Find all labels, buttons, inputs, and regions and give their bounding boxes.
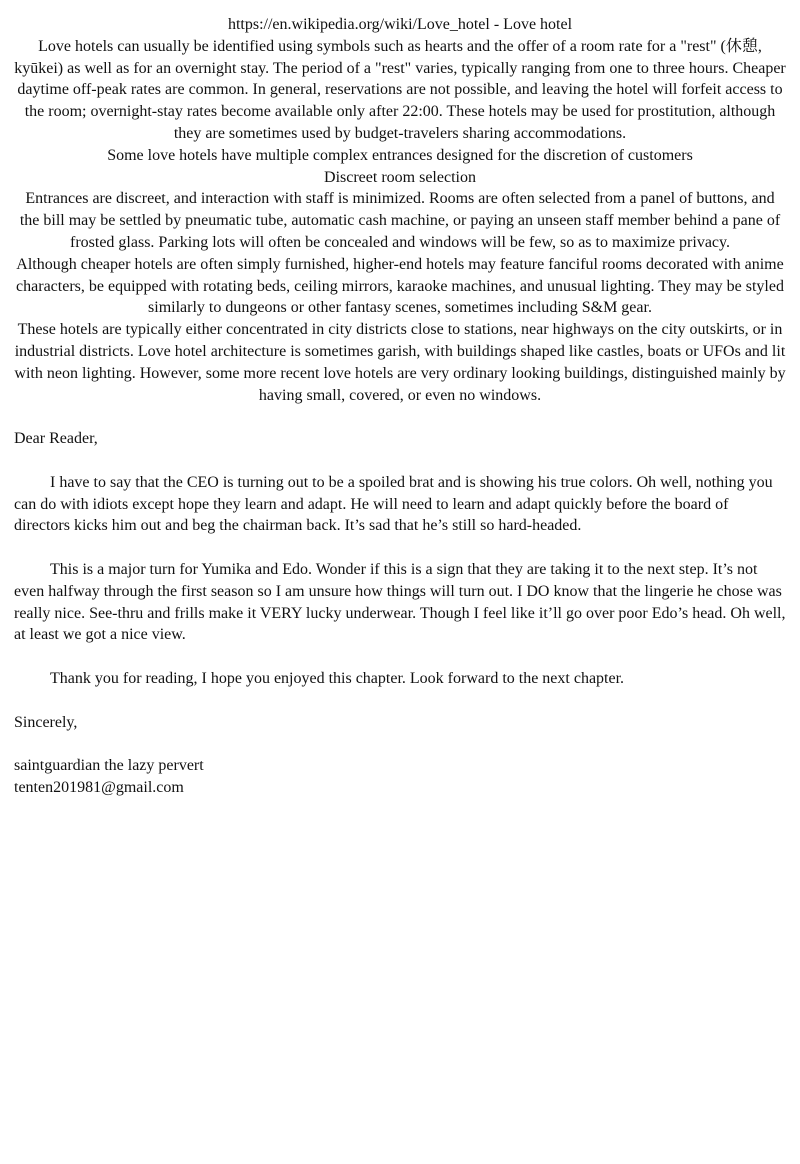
- wiki-paragraph-furnishing: Although cheaper hotels are often simply furnished, higher-end hotels may feature fanciful rooms decorated with anime characters, be equipped with rotating beds, ceiling mirrors, karaoke machines, and unusual lighting. They may be styled similarly to dungeons or other fantasy scenes, sometimes including S&M gear.: [16, 255, 784, 317]
- wiki-paragraph-discretion: Entrances are discreet, and interaction with staff is minimized. Rooms are often selected from a panel of buttons, and the bill may be settled by pneumatic tube, automatic cash machine, or paying an unseen staff member behind a pane of frosted glass. Parking lots will often be concealed and windows will be few, so as to maximize privacy.: [19, 190, 781, 251]
- letter-paragraph: This is a major turn for Yumika and Edo. Wonder if this is a sign that they are taking it to the next step. It’s not even halfway through the first season so I am unsure how things will turn out. I DO know that the lingerie he chose was really nice. See-thru and frills make it VERY lucky underwear. Though I feel like it’ll go over poor Edo’s head. Oh well, at least we got a nice view.: [14, 560, 786, 644]
- letter-closing: Sincerely,: [14, 713, 78, 731]
- wiki-caption-entrances: Some love hotels have multiple complex entrances designed for the discretion of customers: [107, 146, 693, 164]
- letter-greeting: Dear Reader,: [14, 430, 98, 448]
- spacer: [14, 450, 786, 472]
- wiki-paragraph-location: These hotels are typically either concentrated in city districts close to stations, near highways on the city outskirts, or in industrial districts. Love hotel architecture is sometimes garish, with buildings shaped like castles, boats or UFOs and lit with neon lighting. However, some more recent love hotels are very ordinary looking buildings, distinguished mainly by having small, covered, or even no windows.: [14, 321, 786, 404]
- document-page: [14, 14, 786, 799]
- letter: [14, 428, 786, 799]
- wiki-paragraph-rates: Love hotels can usually be identified using symbols such as hearts and the offer of a room rate for a "rest" (休憩, kyūkei) as well as for an overnight stay. The period of a "rest" varies, typically ranging from one to three hours. Cheaper daytime off-peak rates are common. In general, reservations are not possible, and leaving the hotel will forfeit access to the room; overnight-stay rates become available only after 22:00. These hotels may be used for prostitution, although they are sometimes used by budget-travelers sharing accommodations.: [14, 37, 786, 142]
- spacer: [14, 406, 786, 428]
- spacer: [14, 646, 786, 668]
- spacer: [14, 733, 786, 755]
- letter-paragraph: I have to say that the CEO is turning out to be a spoiled brat and is showing his true colors. Oh well, nothing you can do with idiots except hope they learn and adapt. He will need to learn and adapt quickly before the board of directors kicks him out and beg the chairman back. It’s sad that he’s still so hard-headed.: [14, 473, 773, 535]
- spacer: [14, 690, 786, 712]
- signature-name: saintguardian the lazy pervert: [14, 757, 204, 775]
- signature-email: tenten201981@gmail.com: [14, 778, 184, 796]
- wiki-excerpt: [14, 14, 786, 406]
- letter-paragraph: Thank you for reading, I hope you enjoyed this chapter. Look forward to the next chapter.: [50, 669, 625, 687]
- source-title-line: https://en.wikipedia.org/wiki/Love_hotel - Love hotel: [227, 16, 573, 33]
- wiki-subheading-room-selection: Discreet room selection: [324, 168, 476, 186]
- spacer: [14, 537, 786, 559]
